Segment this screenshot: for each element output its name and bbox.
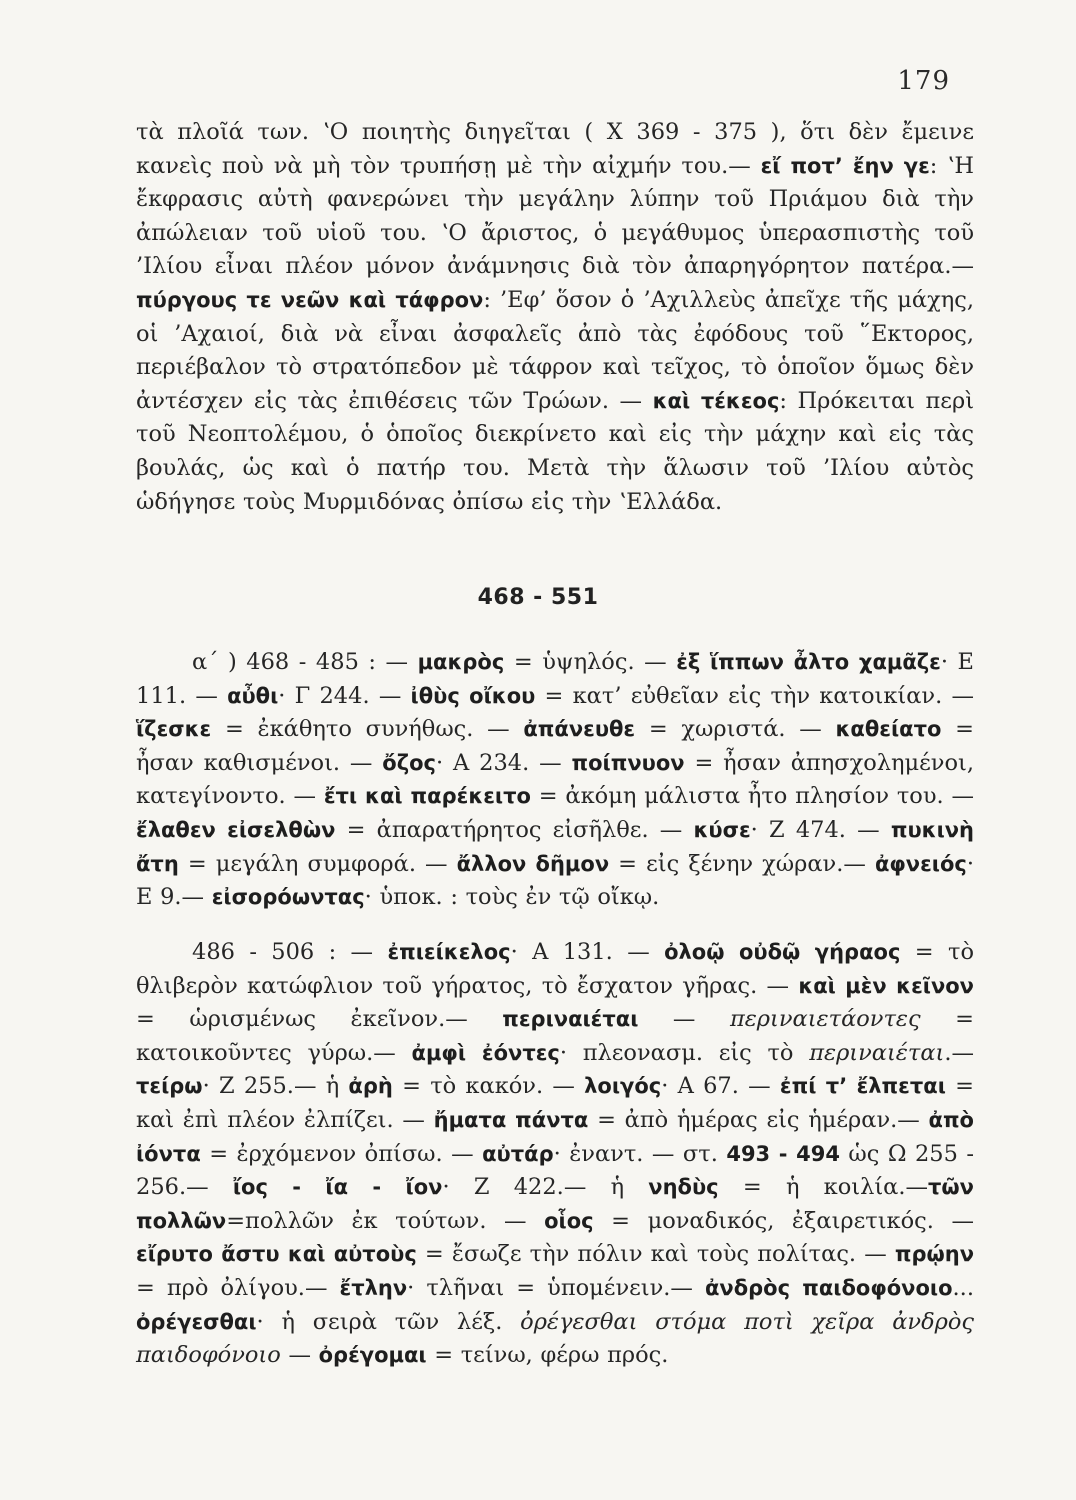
lemma: αὐτάρ (482, 1141, 554, 1166)
lemma: ἤματα πάντα (433, 1107, 589, 1132)
lemma: ἴος - ἴα - ἴον (232, 1175, 443, 1200)
lemma: καθείατο (835, 717, 942, 742)
lemma: ὀλοῷ οὐδῷ γήραος (664, 940, 901, 964)
lemma: εἰσορόωντας (211, 885, 365, 910)
text-run: = κατοικοῦντες γύρω.— (136, 1006, 974, 1066)
lemma: νηδὺς (648, 1175, 719, 1200)
text-run: · A 67. — (661, 1073, 780, 1100)
text-run: = ἀκόμη μάλιστα ἦτο πλησίον του. — (530, 783, 974, 810)
lemma: μακρὸς (417, 650, 505, 674)
text-run: = ἀπαρατήρητος εἰσῆλθε. — (335, 816, 694, 843)
commentary-paragraph-468-485 (136, 646, 974, 915)
lemma: ἀρὴ (348, 1074, 393, 1099)
lemma: ἔτι καὶ παρέκειτο (323, 784, 531, 809)
lemma: περιναιέται (502, 1007, 639, 1032)
lemma: ἀφνειός (874, 851, 967, 876)
commentary-paragraph-intro (136, 116, 974, 519)
paragraph-text (136, 116, 974, 519)
text-run: = ὑψηλός. — (504, 649, 677, 675)
text-run: : ʽΗ ἔκφρασις αὐτὴ φανερώνει τὴν μεγάλην λύπην τοῦ Πριάμου διὰ τὴν ἀπώλειαν τοῦ υἱοῦ του. ʽΟ ἄριστος, ὁ μεγάθυμος ὑπερασπιστὴς τοῦ ’Ιλίου εἶναι πλέον μόνον ἀνάμνησις διὰ τὸν ἀπαρηγόρητον πατέρα.— (136, 152, 974, 280)
page-number: 179 (897, 66, 950, 96)
text-run: = χωριστά. — (635, 716, 836, 743)
text-run: α΄ ) 468 - 485 : — (192, 649, 418, 675)
text-run: · A 234. — (436, 749, 572, 776)
paragraph-text (136, 936, 974, 1373)
lemma: κύσε (693, 817, 751, 842)
italic-term: ὀρέγεσθαι στόμα ποτὶ χεῖρα ἀνδρὸς παιδοφόνοιο (136, 1308, 974, 1369)
text-run: : Πρόκειται περὶ τοῦ Νεοπτολέμου, ὁ ὁποῖος διεκρίνετο καὶ εἰς τὴν μάχην καὶ εἰς τὰς βουλάς, ὡς καὶ ὁ πατήρ του. Μετὰ τὴν ἅλωσιν τοῦ ’Ιλίου αὐτὸς ὡδήγησε τοὺς Μυρμιδόνας ὀπίσω εἰς τὴν ʽΕλλάδα. (136, 387, 975, 515)
text-run: = τείνω, φέρω πρός. (426, 1342, 669, 1369)
lemma: ὀρέγομαι (318, 1343, 427, 1368)
text-run: = ἡ κοιλία.— (718, 1174, 929, 1201)
text-run: .— (944, 1039, 975, 1066)
lemma: ἰθὺς οἴκου (410, 683, 536, 708)
text-run: · ἐναντ. — στ. (553, 1140, 727, 1167)
lemma: ἐπιείκελος (387, 940, 511, 964)
text-run: τὰ πλοῖά των. ʽΟ ποιητὴς διηγεῖται ( X 369 - 375 ), ὅτι δὲν ἔμεινε κανεὶς ποὺ νὰ μὴ τὸν τρυπήσῃ μὲ τὴν αἰχμήν του.— (136, 119, 974, 179)
paragraph-text (136, 646, 974, 915)
lemma: ὀρέγεσθαι (136, 1309, 257, 1334)
lemma: αὖθι (227, 683, 279, 708)
text-run: · E 111. — (136, 649, 974, 709)
italic-term: περιναιέται (809, 1039, 945, 1066)
text-run: = μεγάλη συμφορά. — (178, 850, 457, 877)
lemma: εἴ ποτ’ ἔην γε (760, 153, 930, 178)
text-run: · τλῆναι = ὑπομένειν.— (407, 1274, 705, 1301)
text-run: · A 131. — (510, 939, 665, 965)
text-run: = ἔσωζε τὴν πόλιν καὶ τοὺς πολίτας. — (416, 1241, 895, 1268)
lemma: ἐξ ἵππων ἆλτο χαμᾶζε (676, 650, 941, 674)
text-run: = τὸ θλιβερὸν κατώφλιον τοῦ γήρατος, τὸ ἔσχατον γῆρας. — (136, 939, 974, 999)
verse-reference: 493 - 494 (726, 1141, 840, 1166)
lemma: τῶν πολλῶν (136, 1175, 974, 1233)
lemma: ποίπνυον (571, 750, 685, 775)
text-run: · Z 422.— ἡ (442, 1174, 649, 1201)
lemma: ἀμφὶ ἐόντες (411, 1040, 560, 1065)
text-run: = τὸ κακόν. — (392, 1073, 585, 1100)
text-run: · πλεονασμ. εἰς τὸ (559, 1039, 810, 1066)
text-run: — (280, 1342, 319, 1369)
italic-term: περιναιετάοντες (729, 1006, 921, 1033)
lemma: ἐπί τ’ ἔλπεται (779, 1074, 946, 1099)
text-run: · ὑποκ. : τοὺς ἐν τῷ οἴκῳ. (364, 884, 660, 911)
text-run: = κατ’ εὐθεῖαν εἰς τὴν κατοικίαν. — (535, 682, 974, 709)
text-run: · ἡ σειρὰ τῶν λέξ. (256, 1308, 521, 1335)
text-run: = καὶ ἐπὶ πλέον ἐλπίζει. — (136, 1073, 974, 1133)
lemma: καὶ μὲν κεῖνον (798, 973, 974, 998)
lemma: καὶ τέκεος (652, 388, 780, 413)
text-run: = πρὸ ὀλίγου.— (136, 1274, 340, 1301)
lemma: ἀπὸ ἰόντα (136, 1107, 974, 1166)
text-run: ... (952, 1274, 974, 1301)
text-run: = ἀπὸ ἡμέρας εἰς ἡμέραν.— (588, 1106, 929, 1133)
lemma: ἵζεσκε (136, 717, 212, 742)
lemma: ἀνδρὸς παιδοφόνοιο (704, 1275, 953, 1300)
lemma: πυκινὴ ἄτη (136, 817, 975, 876)
text-run: ὡς Ω 255 - 256.— (136, 1140, 974, 1201)
text-run: : ’Εφ’ ὅσον ὁ ’Αχιλλεὺς ἀπεῖχε τῆς μάχης, οἱ ’Αχαιοί, διὰ νὰ εἶναι ἀσφαλεῖς ἀπὸ τὰς ἐφόδους τοῦ ῞Εκτορος, περιέβαλον τὸ στρατόπεδον μὲ τάφρον καὶ τεῖχος, τὸ ὁποῖον ὅμως δὲν ἀντέσχεν εἰς τὰς ἐπιθέσεις τῶν Τρώων. — (136, 286, 974, 414)
lemma: ἔτλην (339, 1275, 408, 1300)
lemma: ἄλλον δῆμον (456, 851, 610, 876)
lemma: πύργους τε νεῶν καὶ τάφρον (136, 287, 484, 312)
text-run: · E 9.— (136, 850, 975, 911)
lemma: ἀπάνευθε (523, 717, 636, 742)
text-run: — (638, 1006, 730, 1033)
section-heading: 468 - 551 (477, 585, 599, 610)
text-run: 486 - 506 : — (192, 939, 388, 965)
text-run: = ὡρισμένως ἐκεῖνον.— (136, 1006, 503, 1033)
text-run: = ἦσαν ἀπησχολημένοι, κατεγίνοντο. — (136, 749, 974, 810)
text-run: =πολλῶν ἐκ τούτων. — (226, 1207, 545, 1234)
text-run: = μοναδικός, ἐξαιρετικός. — (593, 1207, 974, 1234)
text-run: = ἐκάθητο συνήθως. — (211, 716, 524, 743)
commentary-paragraph-486-506 (136, 936, 974, 1373)
text-run: = ἦσαν καθισμένοι. — (136, 716, 974, 776)
text-run: · Z 474. — (750, 816, 891, 843)
lemma: ὄζος (382, 750, 437, 775)
lemma: λοιγός (584, 1074, 662, 1099)
text-run: = εἰς ξένην χώραν.— (609, 850, 875, 877)
lemma: οἷος (544, 1208, 594, 1233)
lemma: ἔλαθεν εἰσελθὼν (136, 817, 336, 842)
text-run: = ἐρχόμενον ὀπίσω. — (200, 1140, 483, 1167)
lemma: τείρω (136, 1074, 203, 1099)
text-run: · Z 255.— ἡ (202, 1073, 349, 1100)
lemma: πρῴην (894, 1242, 974, 1267)
lemma: εἴρυτο ἄστυ καὶ αὐτοὺς (136, 1242, 417, 1267)
text-run: · Γ 244. — (278, 682, 411, 709)
